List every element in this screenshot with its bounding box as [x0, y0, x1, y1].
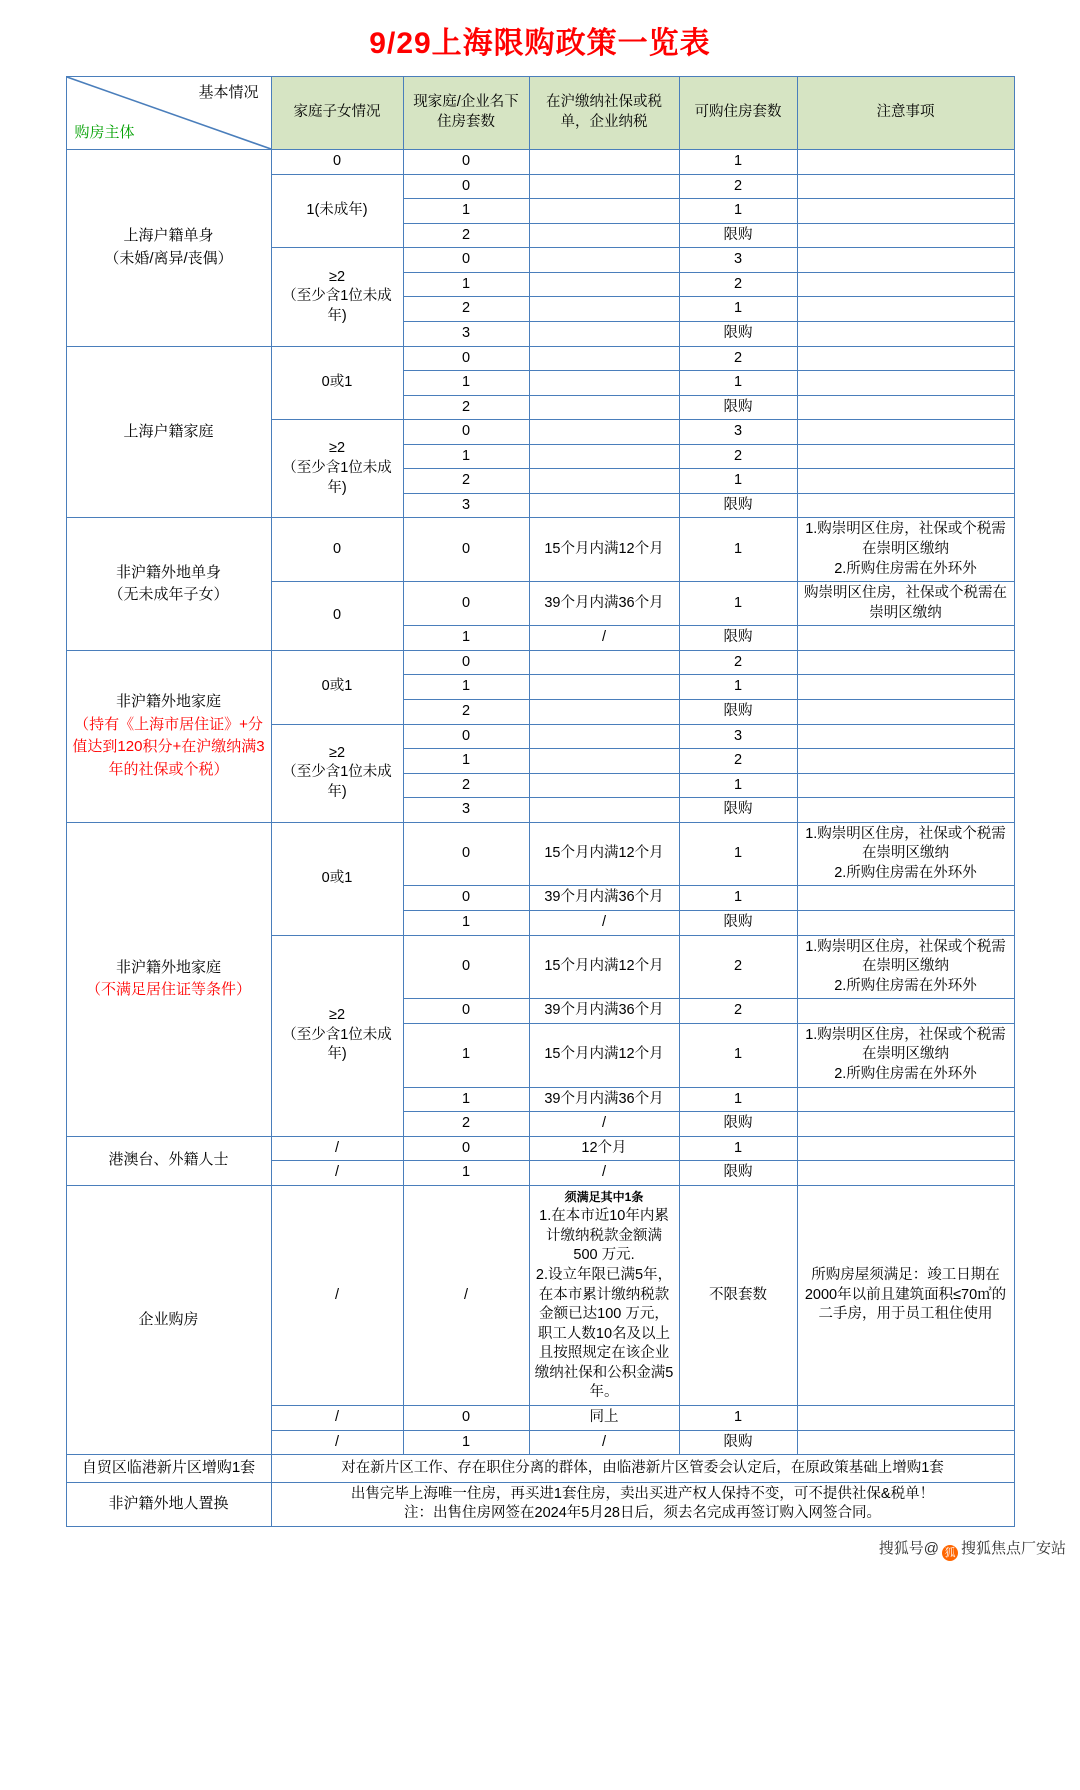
- buyable-count-cell: 限购: [679, 493, 797, 518]
- bottom-row-label: 自贸区临港新片区增购1套: [66, 1455, 271, 1483]
- children-status-cell: ≥2 （至少含1位未成年): [271, 724, 403, 822]
- note-cell: 1.购崇明区住房，社保或个税需在崇明区缴纳 2.所购住房需在外环外: [797, 1023, 1014, 1087]
- owned-homes-cell: 1: [403, 1430, 529, 1455]
- owned-homes-cell: 0: [403, 886, 529, 911]
- owned-homes-cell: 0: [403, 650, 529, 675]
- table-row: [66, 518, 1014, 582]
- owned-homes-cell: 0: [403, 1136, 529, 1161]
- note-cell: [797, 272, 1014, 297]
- buyable-count-cell: 1: [679, 297, 797, 322]
- social-tax-cell: [529, 346, 679, 371]
- buyer-type-label: 上海户籍家庭: [66, 346, 271, 518]
- owned-homes-cell: 0: [403, 822, 529, 886]
- note-cell: [797, 650, 1014, 675]
- note-cell: [797, 199, 1014, 224]
- owned-homes-cell: 2: [403, 773, 529, 798]
- social-tax-cell: [529, 724, 679, 749]
- buyable-count-cell: 限购: [679, 798, 797, 823]
- table-body: [66, 150, 1014, 1527]
- buyer-type-label: 港澳台、外籍人士: [66, 1136, 271, 1185]
- buyable-count-cell: 2: [679, 650, 797, 675]
- owned-homes-cell: 1: [403, 749, 529, 774]
- owned-homes-cell: 0: [403, 724, 529, 749]
- social-tax-cell: 39个月内满36个月: [529, 886, 679, 911]
- note-cell: [797, 321, 1014, 346]
- owned-homes-cell: 0: [403, 582, 529, 626]
- social-tax-cell: [529, 150, 679, 175]
- note-cell: [797, 675, 1014, 700]
- note-cell: [797, 395, 1014, 420]
- owned-homes-cell: 1: [403, 911, 529, 936]
- owned-homes-cell: 1: [403, 199, 529, 224]
- buyer-type-label: 非沪籍外地单身 （无未成年子女）: [66, 518, 271, 650]
- note-cell: [797, 346, 1014, 371]
- note-cell: [797, 174, 1014, 199]
- note-cell: 1.购崇明区住房，社保或个税需在崇明区缴纳 2.所购住房需在外环外: [797, 518, 1014, 582]
- buyable-count-cell: 2: [679, 999, 797, 1024]
- social-tax-cell: 15个月内满12个月: [529, 518, 679, 582]
- buyable-count-cell: 2: [679, 444, 797, 469]
- note-cell: [797, 911, 1014, 936]
- children-status-cell: 0或1: [271, 346, 403, 420]
- social-tax-cell: [529, 798, 679, 823]
- buyable-count-cell: 限购: [679, 626, 797, 651]
- children-status-cell: 0或1: [271, 822, 403, 935]
- sohu-logo-icon: 狐: [942, 1545, 958, 1561]
- note-cell: [797, 1430, 1014, 1455]
- table-row: [66, 822, 1014, 886]
- social-tax-cell: [529, 469, 679, 494]
- buyable-count-cell: 1: [679, 469, 797, 494]
- social-tax-cell: [529, 371, 679, 396]
- note-cell: 1.购崇明区住房，社保或个税需在崇明区缴纳 2.所购住房需在外环外: [797, 935, 1014, 999]
- header-col-notes: 注意事项: [797, 77, 1014, 150]
- footer-prefix: 搜狐号@: [878, 1539, 939, 1557]
- social-tax-cell: 39个月内满36个月: [529, 1087, 679, 1112]
- buyable-count-cell: 2: [679, 272, 797, 297]
- buyable-count-cell: 限购: [679, 1112, 797, 1137]
- header-corner-bottom-label: 购房主体: [74, 123, 135, 141]
- note-cell: [797, 297, 1014, 322]
- social-tax-cell: [529, 699, 679, 724]
- owned-homes-cell: 3: [403, 321, 529, 346]
- social-tax-cell: [529, 223, 679, 248]
- buyable-count-cell: 2: [679, 749, 797, 774]
- table-row: [66, 650, 1014, 675]
- children-status-cell: 1(未成年): [271, 174, 403, 248]
- social-tax-cell: /: [529, 1430, 679, 1455]
- table-row: [66, 150, 1014, 175]
- owned-homes-cell: 0: [403, 999, 529, 1024]
- social-tax-cell: /: [529, 911, 679, 936]
- buyable-count-cell: 限购: [679, 1161, 797, 1186]
- social-tax-cell: [529, 420, 679, 445]
- note-cell: [797, 420, 1014, 445]
- buyable-count-cell: 限购: [679, 395, 797, 420]
- children-status-cell: 0: [271, 150, 403, 175]
- children-status-cell: /: [271, 1185, 403, 1405]
- buyable-count-cell: 限购: [679, 699, 797, 724]
- note-cell: [797, 699, 1014, 724]
- page-title: 9/29上海限购政策一览表: [369, 27, 711, 60]
- social-tax-cell: [529, 675, 679, 700]
- owned-homes-cell: 1: [403, 371, 529, 396]
- buyable-count-cell: 2: [679, 346, 797, 371]
- note-cell: [797, 223, 1014, 248]
- buyable-count-cell: 限购: [679, 911, 797, 936]
- buyable-count-cell: 2: [679, 935, 797, 999]
- bottom-row-text: 对在新片区工作、存在职住分离的群体，由临港新片区管委会认定后，在原政策基础上增购1套: [271, 1455, 1014, 1483]
- buyer-type-label: 上海户籍单身 （未婚/离异/丧偶）: [66, 150, 271, 347]
- owned-homes-cell: 2: [403, 297, 529, 322]
- note-cell: [797, 798, 1014, 823]
- owned-homes-cell: 0: [403, 1405, 529, 1430]
- note-cell: [797, 150, 1014, 175]
- owned-homes-cell: /: [403, 1185, 529, 1405]
- owned-homes-cell: 2: [403, 1112, 529, 1137]
- table-row: [66, 346, 1014, 371]
- social-tax-cell: 15个月内满12个月: [529, 935, 679, 999]
- owned-homes-cell: 0: [403, 346, 529, 371]
- buyable-count-cell: 1: [679, 1087, 797, 1112]
- note-cell: 1.购崇明区住房，社保或个税需在崇明区缴纳 2.所购住房需在外环外: [797, 822, 1014, 886]
- note-cell: [797, 999, 1014, 1024]
- owned-homes-cell: 0: [403, 248, 529, 273]
- footer-credit: [0, 1527, 1080, 1569]
- social-tax-cell: 同上: [529, 1405, 679, 1430]
- note-cell: [797, 371, 1014, 396]
- buyable-count-cell: 1: [679, 371, 797, 396]
- buyable-count-cell: 1: [679, 886, 797, 911]
- social-tax-cell: 须满足其中1条 1.在本市近10年内累计缴纳税款金额满 500 万元. 2.设立年限已满5年，在本市累计缴纳税款金额已达100 万元，职工人数10名及以上且按照规定在该企业缴纳社保和公积金满5年。: [529, 1185, 679, 1405]
- note-cell: [797, 1136, 1014, 1161]
- children-status-cell: /: [271, 1405, 403, 1430]
- buyable-count-cell: 2: [679, 174, 797, 199]
- buyable-count-cell: 1: [679, 1136, 797, 1161]
- note-cell: [797, 1087, 1014, 1112]
- children-status-cell: ≥2 （至少含1位未成年): [271, 420, 403, 518]
- social-tax-cell: [529, 174, 679, 199]
- note-cell: 购崇明区住房，社保或个税需在崇明区缴纳: [797, 582, 1014, 626]
- note-cell: [797, 626, 1014, 651]
- owned-homes-cell: 1: [403, 675, 529, 700]
- social-tax-cell: /: [529, 1112, 679, 1137]
- table-row: [66, 1482, 1014, 1526]
- header-col-social: 在沪缴纳社保或税单，企业纳税: [529, 77, 679, 150]
- children-status-cell: ≥2 （至少含1位未成年): [271, 248, 403, 346]
- header-col-owned: 现家庭/企业名下住房套数: [403, 77, 529, 150]
- owned-homes-cell: 1: [403, 272, 529, 297]
- note-cell: [797, 1161, 1014, 1186]
- children-status-cell: /: [271, 1161, 403, 1186]
- social-tax-cell: 12个月: [529, 1136, 679, 1161]
- owned-homes-cell: 2: [403, 699, 529, 724]
- header-col-buyable: 可购住房套数: [679, 77, 797, 150]
- buyable-count-cell: 限购: [679, 321, 797, 346]
- social-tax-cell: 39个月内满36个月: [529, 999, 679, 1024]
- buyable-count-cell: 1: [679, 675, 797, 700]
- social-tax-cell: [529, 395, 679, 420]
- note-cell: [797, 724, 1014, 749]
- buyable-count-cell: 1: [679, 582, 797, 626]
- buyable-count-cell: 不限套数: [679, 1185, 797, 1405]
- buyable-count-cell: 3: [679, 724, 797, 749]
- bottom-row-label: 非沪籍外地人置换: [66, 1482, 271, 1526]
- buyable-count-cell: 限购: [679, 223, 797, 248]
- buyable-count-cell: 1: [679, 822, 797, 886]
- note-cell: [797, 469, 1014, 494]
- table-row: [66, 1136, 1014, 1161]
- owned-homes-cell: 3: [403, 493, 529, 518]
- table-row: [66, 1185, 1014, 1405]
- bottom-row-text: 出售完毕上海唯一住房，再买进1套住房，卖出买进产权人保持不变，可不提供社保&税单！ 注：出售住房网签在2024年5月28日后，须去名完成再签订购入网签合同。: [271, 1482, 1014, 1526]
- table-row: [66, 1455, 1014, 1483]
- owned-homes-cell: 2: [403, 469, 529, 494]
- children-status-cell: /: [271, 1136, 403, 1161]
- owned-homes-cell: 0: [403, 518, 529, 582]
- buyable-count-cell: 1: [679, 773, 797, 798]
- header-col-children: 家庭子女情况: [271, 77, 403, 150]
- social-tax-cell: [529, 749, 679, 774]
- owned-homes-cell: 1: [403, 1161, 529, 1186]
- owned-homes-cell: 1: [403, 1087, 529, 1112]
- owned-homes-cell: 0: [403, 150, 529, 175]
- buyable-count-cell: 1: [679, 199, 797, 224]
- social-tax-cell: [529, 773, 679, 798]
- buyer-type-label: 非沪籍外地家庭 （不满足居住证等条件）: [66, 822, 271, 1136]
- owned-homes-cell: 2: [403, 223, 529, 248]
- note-cell: [797, 886, 1014, 911]
- note-cell: 所购房屋须满足：竣工日期在2000年以前且建筑面积≤70㎡的二手房，用于员工租住使用: [797, 1185, 1014, 1405]
- footer-name: 搜狐焦点厂安站: [960, 1539, 1066, 1557]
- header-corner-top-label: 基本情况: [198, 84, 259, 101]
- owned-homes-cell: 1: [403, 444, 529, 469]
- note-cell: [797, 444, 1014, 469]
- social-tax-cell: [529, 248, 679, 273]
- social-tax-cell: 39个月内满36个月: [529, 582, 679, 626]
- note-cell: [797, 773, 1014, 798]
- note-cell: [797, 493, 1014, 518]
- social-tax-cell: 15个月内满12个月: [529, 822, 679, 886]
- social-tax-cell: [529, 493, 679, 518]
- table-header: [66, 77, 1014, 150]
- buyable-count-cell: 3: [679, 248, 797, 273]
- social-tax-cell: [529, 444, 679, 469]
- social-tax-cell: [529, 650, 679, 675]
- owned-homes-cell: 0: [403, 174, 529, 199]
- header-corner-cell: [66, 77, 271, 150]
- social-tax-cell: [529, 297, 679, 322]
- buyer-type-label: 企业购房: [66, 1185, 271, 1454]
- owned-homes-cell: 3: [403, 798, 529, 823]
- social-tax-cell: /: [529, 1161, 679, 1186]
- owned-homes-cell: 0: [403, 420, 529, 445]
- social-tax-cell: [529, 199, 679, 224]
- social-tax-cell: [529, 272, 679, 297]
- policy-table: [66, 76, 1015, 1527]
- children-status-cell: ≥2 （至少含1位未成年): [271, 935, 403, 1136]
- buyable-count-cell: 限购: [679, 1430, 797, 1455]
- buyable-count-cell: 3: [679, 420, 797, 445]
- buyable-count-cell: 1: [679, 150, 797, 175]
- social-tax-cell: [529, 321, 679, 346]
- children-status-cell: 0: [271, 518, 403, 582]
- buyer-type-label: 非沪籍外地家庭 （持有《上海市居住证》+分值达到120积分+在沪缴纳满3年的社保或个税）: [66, 650, 271, 822]
- owned-homes-cell: 1: [403, 1023, 529, 1087]
- buyable-count-cell: 1: [679, 518, 797, 582]
- social-tax-cell: 15个月内满12个月: [529, 1023, 679, 1087]
- children-status-cell: /: [271, 1430, 403, 1455]
- children-status-cell: 0或1: [271, 650, 403, 724]
- note-cell: [797, 1405, 1014, 1430]
- note-cell: [797, 1112, 1014, 1137]
- children-status-cell: 0: [271, 582, 403, 651]
- note-cell: [797, 749, 1014, 774]
- buyable-count-cell: 1: [679, 1023, 797, 1087]
- owned-homes-cell: 2: [403, 395, 529, 420]
- owned-homes-cell: 1: [403, 626, 529, 651]
- buyable-count-cell: 1: [679, 1405, 797, 1430]
- owned-homes-cell: 0: [403, 935, 529, 999]
- note-cell: [797, 248, 1014, 273]
- social-tax-cell: /: [529, 626, 679, 651]
